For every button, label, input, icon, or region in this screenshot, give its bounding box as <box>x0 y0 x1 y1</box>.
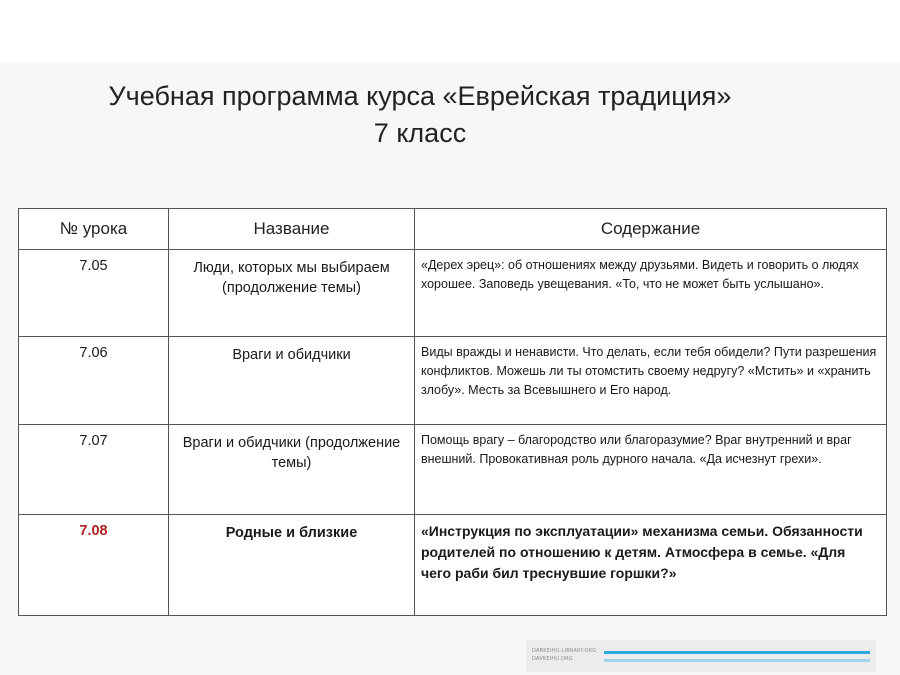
header-lesson-number: № урока <box>19 209 169 250</box>
table-row <box>19 250 887 337</box>
lesson-number: 7.07 <box>19 425 169 515</box>
lesson-content: Помощь врагу – благородство или благоразумие? Враг внутренний и враг внешний. Провокативная роль дурного начала. «Да исчезнут грехи». <box>415 425 887 515</box>
logo-text-line-1: DARKEIHU-LIBRARY.ORG <box>532 648 597 654</box>
table-row-highlighted <box>19 515 887 616</box>
header-content: Содержание <box>415 209 887 250</box>
title-line-2: 7 класс <box>373 118 467 148</box>
logo-stripe-light-blue <box>604 659 870 662</box>
page-title <box>0 78 840 152</box>
lesson-number: 7.05 <box>19 250 169 337</box>
table-row <box>19 337 887 425</box>
lesson-number-highlighted: 7.08 <box>19 515 169 616</box>
title-line-1: Учебная программа курса «Еврейская традиция» <box>108 81 732 111</box>
logo-text-line-2: DAVKEIHU.ORG <box>532 656 573 662</box>
library-logo <box>526 640 876 672</box>
table-header-row <box>19 209 887 250</box>
lesson-content: «Дерех эрец»: об отношениях между друзьями. Видеть и говорить о людях хорошее. Заповедь увещевания. «То, что не может быть услышано». <box>415 250 887 337</box>
lesson-name: Враги и обидчики <box>169 337 415 425</box>
lesson-content: Виды вражды и ненависти. Что делать, если тебя обидели? Пути разрешения конфликтов. Можешь ли ты отомстить своему недругу? «Мстить» и «хранить злобу». Месть за Всевышнего и Его народ. <box>415 337 887 425</box>
lesson-name: Люди, которых мы выбираем (продолжение темы) <box>169 250 415 337</box>
lesson-content: «Инструкция по эксплуатации» механизма семьи. Обязанности родителей по отношению к детям. Атмосфера в семье. «Для чего раби бил треснувшие горшки?» <box>415 515 887 616</box>
table-row <box>19 425 887 515</box>
header-name: Название <box>169 209 415 250</box>
lesson-name: Родные и близкие <box>169 515 415 616</box>
logo-stripe-blue <box>604 651 870 654</box>
lesson-number: 7.06 <box>19 337 169 425</box>
lesson-name: Враги и обидчики (продолжение темы) <box>169 425 415 515</box>
curriculum-table <box>18 208 887 616</box>
